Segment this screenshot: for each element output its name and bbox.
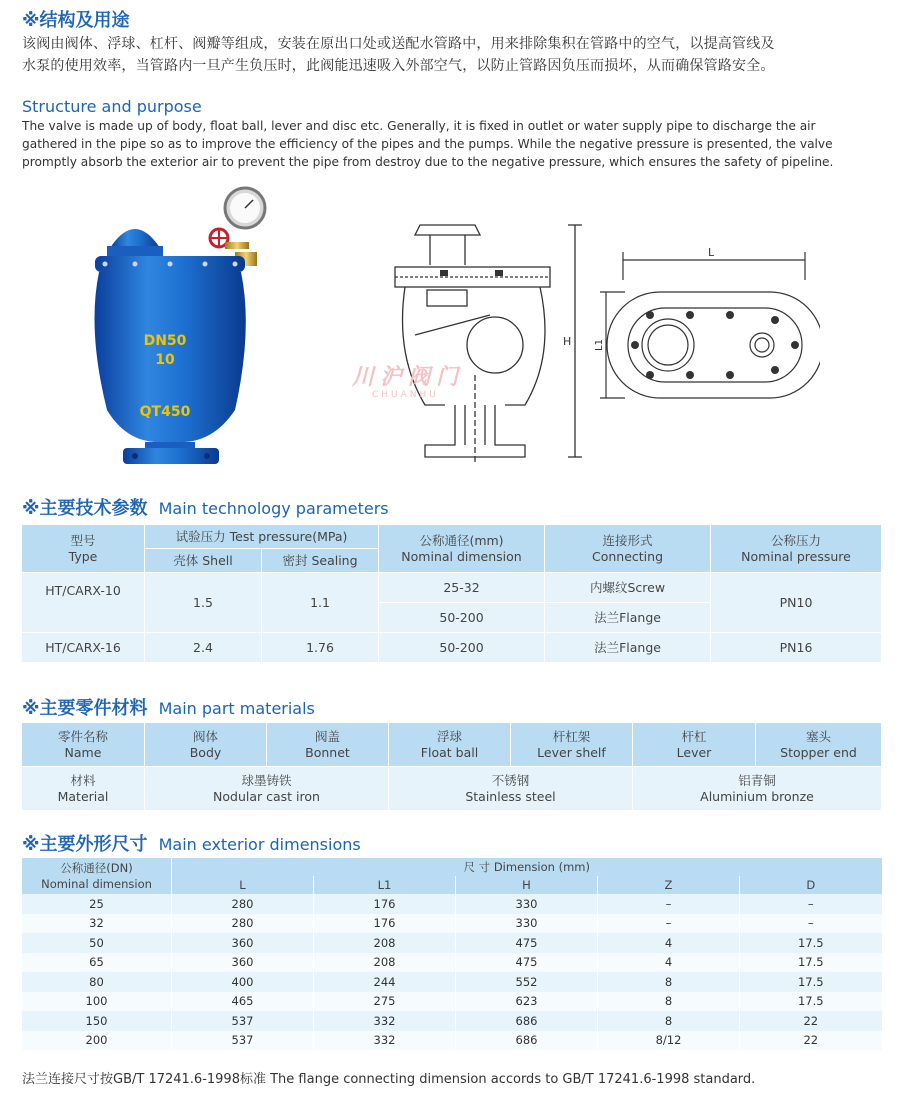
params-r2-pressure: PN16 — [711, 633, 882, 663]
flange-top-view — [590, 240, 820, 420]
dim-cell: 475 — [456, 933, 598, 953]
params-h-test: 试验压力 Test pressure(MPa) — [145, 525, 379, 549]
dim-cell: 537 — [172, 1031, 314, 1051]
materials-title-cn: ※主要零件材料 — [22, 698, 148, 719]
structure-title-en: Structure and purpose — [22, 97, 202, 116]
dim-cell: – — [598, 894, 740, 914]
dim-col-L1: L1 — [314, 876, 456, 894]
dim-cell: 208 — [314, 933, 456, 953]
dim-cell: 686 — [456, 1011, 598, 1031]
params-h-type: 型号 Type — [22, 525, 145, 573]
dimensions-title-en: Main exterior dimensions — [158, 835, 361, 854]
params-table — [21, 524, 882, 663]
dim-h-dn: 公称通径(DN) Nominal dimension — [22, 858, 172, 894]
dim-cell: 623 — [456, 992, 598, 1012]
params-r1-shell: 1.5 — [145, 573, 262, 633]
params-title-cn: ※主要技术参数 — [22, 498, 148, 519]
dim-cell: 17.5 — [740, 972, 882, 992]
params-r2-shell: 2.4 — [145, 633, 262, 663]
table-row — [22, 914, 882, 934]
dim-H-label: H — [563, 335, 572, 348]
structure-text-en-3: promptly absorb the exterior air to prevent the pipe from destroy due to the negative pressure, which ensures the safety of pipeline. — [22, 155, 834, 169]
dim-cell: 50 — [22, 933, 172, 953]
dim-cell: 330 — [456, 894, 598, 914]
material-nodular-iron: 球墨铸铁 Nodular cast iron — [145, 767, 389, 811]
dim-cell: 552 — [456, 972, 598, 992]
material-part-bonnet: 阀盖 Bonnet — [267, 723, 389, 767]
structure-text-en-2: gathered in the pipe so as to improve the efficiency of the pipes and the pumps. While the negative pressure is presented, the valve — [22, 137, 833, 151]
params-h-sealing: 密封 Sealing — [262, 549, 379, 573]
material-part-lever: 杆杠 Lever — [633, 723, 756, 767]
table-row — [22, 933, 882, 953]
dim-cell: – — [740, 894, 882, 914]
dim-cell: – — [598, 914, 740, 934]
dim-cell: 465 — [172, 992, 314, 1012]
dim-cell: 244 — [314, 972, 456, 992]
dim-cell: 686 — [456, 1031, 598, 1051]
material-stainless-steel: 不锈钢 Stainless steel — [389, 767, 633, 811]
params-r2-type: HT/CARX-16 — [22, 633, 145, 663]
materials-table — [21, 722, 882, 811]
table-row — [22, 953, 882, 973]
params-r1a-conn: 内螺纹Screw — [545, 573, 711, 603]
valve-photo — [85, 180, 285, 480]
dim-h-dimension: 尺 寸 Dimension (mm) — [172, 858, 882, 876]
dim-L1-label: L1 — [594, 339, 605, 351]
params-r1b-conn: 法兰Flange — [545, 603, 711, 633]
dim-cell: 8 — [598, 1011, 740, 1031]
dim-L-label: L — [708, 246, 715, 259]
dim-cell: 8 — [598, 972, 740, 992]
params-h-nominal: 公称通径(mm) Nominal dimension — [379, 525, 545, 573]
dim-cell: 275 — [314, 992, 456, 1012]
dim-cell: 8/12 — [598, 1031, 740, 1051]
dimensions-title-cn: ※主要外形尺寸 — [22, 834, 148, 855]
dim-cell: 22 — [740, 1031, 882, 1051]
dim-cell: 32 — [22, 914, 172, 934]
dim-cell: 360 — [172, 953, 314, 973]
params-r1-pressure: PN10 — [711, 573, 882, 633]
dim-cell: 65 — [22, 953, 172, 973]
dim-cell: 332 — [314, 1031, 456, 1051]
params-title — [22, 494, 389, 520]
params-h-pressure: 公称压力 Nominal pressure — [711, 525, 882, 573]
params-h-connecting: 连接形式 Connecting — [545, 525, 711, 573]
dim-cell: 400 — [172, 972, 314, 992]
cross-section-drawing — [385, 205, 590, 475]
materials-title — [22, 694, 315, 720]
params-h-shell: 壳体 Shell — [145, 549, 262, 573]
params-r2-dn: 50-200 — [379, 633, 545, 663]
valve-body-text-3: QT450 — [139, 404, 191, 420]
dimensions-title — [22, 830, 361, 856]
table-row — [22, 894, 882, 914]
params-r1a-dn: 25-32 — [379, 573, 545, 603]
dim-cell: – — [740, 914, 882, 934]
table-row — [22, 1011, 882, 1031]
dim-cell: 17.5 — [740, 992, 882, 1012]
structure-text-cn-1: 该阀由阀体、浮球、杠杆、阀瓣等组成，安装在原出口处或送配水管路中，用来排除集积在管路中的空气，以提高管线及 — [22, 36, 775, 52]
dim-cell: 80 — [22, 972, 172, 992]
dim-cell: 4 — [598, 953, 740, 973]
dimensions-table — [21, 858, 882, 1050]
params-r1-type: HT/CARX-10 — [22, 573, 145, 633]
footnote: 法兰连接尺寸按GB/T 17241.6-1998标准 The flange connecting dimension accords to GB/T 17241.6-1998 standard. — [22, 1072, 756, 1087]
material-aluminium-bronze: 铝青铜 Aluminium bronze — [633, 767, 882, 811]
dim-col-H: H — [456, 876, 598, 894]
valve-body-text-1: DN50 — [143, 333, 187, 349]
valve-body-text-2: 10 — [155, 352, 175, 368]
dim-cell: 25 — [22, 894, 172, 914]
dim-cell: 176 — [314, 914, 456, 934]
dim-cell: 100 — [22, 992, 172, 1012]
material-part-stopper-end: 塞头 Stopper end — [756, 723, 882, 767]
watermark-cn: 川沪阀门 — [352, 365, 465, 390]
dim-cell: 22 — [740, 1011, 882, 1031]
structure-text-cn-2: 水泵的使用效率，当管路内一旦产生负压时，此阀能迅速吸入外部空气，以防止管路因负压而损坏，从而确保管路安全。 — [22, 58, 775, 74]
dim-cell: 360 — [172, 933, 314, 953]
structure-title-cn: ※结构及用途 — [22, 10, 130, 31]
material-label: 材料 Material — [22, 767, 145, 811]
material-part-body: 阀体 Body — [145, 723, 267, 767]
params-title-en: Main technology parameters — [158, 499, 389, 518]
dim-cell: 330 — [456, 914, 598, 934]
structure-text-en-1: The valve is made up of body, float ball, lever and disc etc. Generally, it is fixed in outlet or water supply pipe to discharge the air — [22, 119, 816, 133]
params-r1b-dn: 50-200 — [379, 603, 545, 633]
material-part-float-ball: 浮球 Float ball — [389, 723, 511, 767]
dim-col-L: L — [172, 876, 314, 894]
table-row — [22, 1031, 882, 1051]
dim-cell: 4 — [598, 933, 740, 953]
dim-cell: 17.5 — [740, 953, 882, 973]
dim-col-Z: Z — [598, 876, 740, 894]
dim-cell: 200 — [22, 1031, 172, 1051]
dim-cell: 150 — [22, 1011, 172, 1031]
materials-title-en: Main part materials — [158, 699, 315, 718]
material-part-name: 零件名称 Name — [22, 723, 145, 767]
params-r2-sealing: 1.76 — [262, 633, 379, 663]
dim-cell: 332 — [314, 1011, 456, 1031]
dim-cell: 17.5 — [740, 933, 882, 953]
watermark-en: CHUANHU — [372, 390, 439, 400]
dim-cell: 280 — [172, 914, 314, 934]
table-row — [22, 992, 882, 1012]
material-part-lever-shelf: 杆杠架 Lever shelf — [511, 723, 633, 767]
table-row — [22, 972, 882, 992]
params-r1-sealing: 1.1 — [262, 573, 379, 633]
dim-cell: 280 — [172, 894, 314, 914]
dim-cell: 8 — [598, 992, 740, 1012]
dim-cell: 208 — [314, 953, 456, 973]
dim-cell: 176 — [314, 894, 456, 914]
dim-cell: 475 — [456, 953, 598, 973]
dim-col-D: D — [740, 876, 882, 894]
params-r2-conn: 法兰Flange — [545, 633, 711, 663]
dim-cell: 537 — [172, 1011, 314, 1031]
